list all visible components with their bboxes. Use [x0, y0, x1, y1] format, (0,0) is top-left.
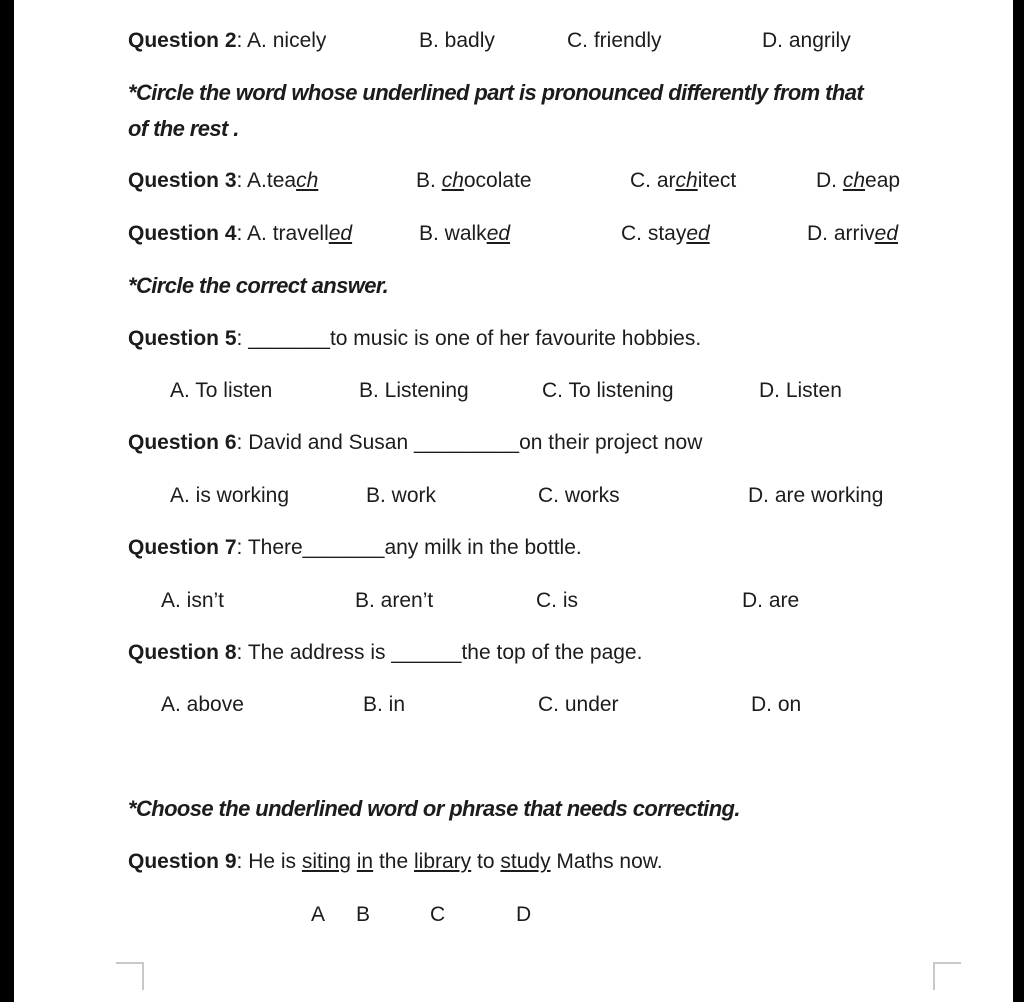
option-text: A. travell [247, 222, 329, 245]
q9-letter-a: A [311, 903, 326, 926]
question-9-stem [128, 850, 663, 874]
q3-option-d [816, 169, 900, 193]
q7-option-c: C. is [536, 589, 578, 612]
question-7-label: Question 7 [128, 536, 237, 559]
question-4-label: Question 4 [128, 222, 237, 245]
q2-option-c: C. friendly [567, 29, 662, 52]
separator: : [236, 641, 248, 664]
question-5-label: Question 5 [128, 327, 237, 350]
underlined-part: ed [686, 222, 710, 245]
separator: : [236, 29, 248, 52]
separator: : [236, 169, 248, 192]
q5-option-d: D. Listen [759, 379, 842, 402]
question-2-stem [128, 29, 326, 53]
separator: : [236, 431, 249, 454]
option-text: B. [416, 169, 442, 192]
question-5-text: _______to music is one of her favourite hobbies. [248, 327, 702, 350]
sentence-text: Maths now. [550, 850, 663, 873]
page-corner-mark-right [933, 962, 961, 990]
question-3-label: Question 3 [128, 169, 237, 192]
underlined-word-d: study [500, 850, 551, 873]
q7-option-a: A. isn’t [161, 589, 225, 612]
q8-option-b: B. in [363, 693, 406, 716]
option-text: eap [865, 169, 901, 192]
q7-option-d: D. are [742, 589, 800, 612]
q4-option-b [419, 222, 510, 246]
q2-option-b: B. badly [419, 29, 495, 52]
underlined-word-b: in [356, 850, 374, 873]
q2-option-d: D. angrily [762, 29, 851, 52]
option-text: ocolate [463, 169, 532, 192]
q3-option-c [630, 169, 736, 193]
q8-option-d: D. on [751, 693, 802, 716]
q5-option-c: C. To listening [542, 379, 674, 402]
separator: : [236, 327, 249, 350]
question-2-label: Question 2 [128, 29, 237, 52]
question-8-text: The address is ______the top of the page. [247, 641, 643, 664]
separator: : [236, 850, 249, 873]
instruction-pronunciation-line1: *Circle the word whose underlined part is pronounced differently from that [128, 80, 864, 105]
instruction-pronunciation-line2: of the rest . [128, 116, 239, 141]
underlined-part: ch [842, 169, 866, 192]
question-9-label: Question 9 [128, 850, 237, 873]
underlined-word-a: siting [301, 850, 351, 873]
q9-letter-d: D [516, 903, 532, 926]
q4-option-a [247, 222, 352, 245]
separator: : [236, 536, 248, 559]
page-corner-mark-left [116, 962, 144, 990]
question-7-stem [128, 536, 582, 560]
question-7-text: There_______any milk in the bottle. [247, 536, 582, 559]
question-6-stem [128, 431, 702, 455]
question-8-stem [128, 641, 642, 665]
underlined-word-c: library [414, 850, 472, 873]
q6-option-b: B. work [366, 484, 437, 507]
q8-option-a: A. above [161, 693, 244, 716]
option-text: D. arriv [807, 222, 875, 245]
option-text: B. walk [419, 222, 487, 245]
option-text: C. ar [630, 169, 676, 192]
q4-option-d [807, 222, 898, 246]
underlined-part: ch [296, 169, 319, 192]
q6-option-d: D. are working [748, 484, 884, 507]
question-6-label: Question 6 [128, 431, 237, 454]
instruction-error-correction: *Choose the underlined word or phrase that needs correcting. [128, 796, 740, 821]
question-6-text: David and Susan _________on their project now [248, 431, 703, 454]
instruction-correct-answer: *Circle the correct answer. [128, 273, 389, 298]
underlined-part: ed [874, 222, 899, 245]
q5-option-b: B. Listening [359, 379, 469, 402]
underlined-part: ch [441, 169, 464, 192]
q9-letter-c: C [430, 903, 446, 926]
q8-option-c: C. under [538, 693, 619, 716]
document-page [14, 0, 1013, 1002]
option-text: A.tea [247, 169, 297, 192]
option-text: D. [816, 169, 843, 192]
separator: : [236, 222, 248, 245]
q6-option-a: A. is working [170, 484, 290, 507]
question-4-stem [128, 222, 352, 246]
question-5-stem [128, 327, 701, 351]
q9-letter-b: B [356, 903, 371, 926]
option-text: itect [697, 169, 737, 192]
question-3-stem [128, 169, 318, 193]
sentence-text: He is [248, 850, 302, 873]
q7-option-b: B. aren’t [355, 589, 434, 612]
sentence-text: to [471, 850, 501, 873]
question-8-label: Question 8 [128, 641, 237, 664]
underlined-part: ch [675, 169, 698, 192]
q3-option-b [416, 169, 532, 193]
underlined-part: ed [486, 222, 511, 245]
underlined-part: ed [328, 222, 353, 245]
q2-option-a: A. nicely [247, 29, 327, 52]
q4-option-c [621, 222, 710, 246]
q3-option-a [247, 169, 318, 192]
option-text: C. stay [621, 222, 687, 245]
q6-option-c: C. works [538, 484, 620, 507]
q5-option-a: A. To listen [170, 379, 273, 402]
sentence-text: the [373, 850, 414, 873]
